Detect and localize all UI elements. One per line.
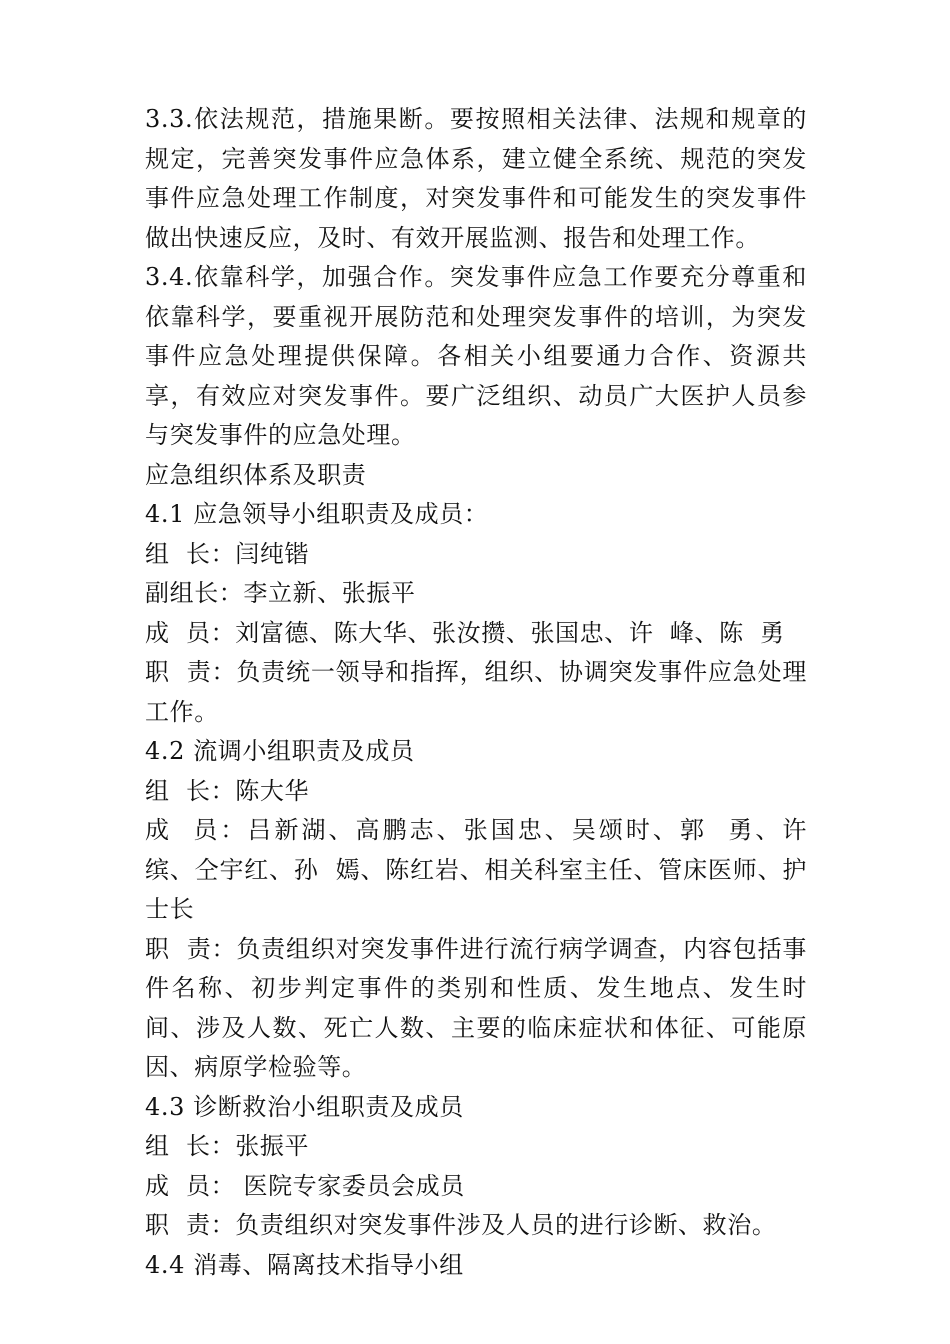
document-body — [145, 100, 824, 1285]
duties-line-4-3: 职 责：负责组织对突发事件涉及人员的进行诊断、救治。 — [145, 1211, 777, 1239]
duties-line-4-1: 职 责：负责统一领导和指挥，组织、协调突发事件应急处理工作。 — [145, 658, 807, 726]
paragraph-principle-3-3: 3.3.依法规范，措施果断。要按照相关法律、法规和规章的规定，完善突发事件应急体系，建立健全系统、规范的突发事件应急处理工作制度，对突发事件和可能发生的突发事件做出快速反应，及时、有效开展监测、报告和处理工作。 — [145, 105, 807, 252]
deputy-leader-line-4-1: 副组长：李立新、张振平 — [145, 579, 416, 607]
subsection-heading-4-1: 4.1 应急领导小组职责及成员： — [145, 500, 489, 528]
subsection-heading-4-3: 4.3 诊断救治小组职责及成员 — [145, 1092, 464, 1121]
members-line-4-1: 成 员：刘富德、陈大华、张汝攒、张国忠、许 峰、陈 勇 — [145, 618, 785, 647]
members-line-4-3: 成 员： 医院专家委员会成员 — [145, 1171, 465, 1200]
leader-line-4-2: 组 长：陈大华 — [145, 776, 310, 805]
leader-line-4-3: 组 长：张振平 — [145, 1132, 310, 1160]
members-line-4-2: 成 员：吕新湖、高鹏志、张国忠、吴颂时、郭 勇、许 缤、仝宇红、孙 嫣、陈红岩、相关科室主任、管床医师、护士长 — [145, 816, 824, 923]
section-heading-organization: 应急组织体系及职责 — [145, 460, 367, 489]
paragraph-principle-3-4: 3.4.依靠科学，加强合作。突发事件应急工作要充分尊重和依靠科学，要重视开展防范和处理突发事件的培训，为突发事件应急处理提供保障。各相关小组要通力合作、资源共享，有效应对突发事件。要广泛组织、动员广大医护人员参与突发事件的应急处理。 — [145, 263, 807, 449]
duties-line-4-2: 职 责：负责组织对突发事件进行流行病学调查，内容包括事件名称、初步判定事件的类别和性质、发生地点、发生时间、涉及人数、死亡人数、主要的临床症状和体征、可能原因、病原学检验等。 — [145, 934, 807, 1081]
leader-line-4-1: 组 长：闫纯锴 — [145, 539, 310, 568]
subsection-heading-4-4: 4.4 消毒、隔离技术指导小组 — [145, 1250, 464, 1279]
subsection-heading-4-2: 4.2 流调小组职责及成员 — [145, 737, 415, 765]
